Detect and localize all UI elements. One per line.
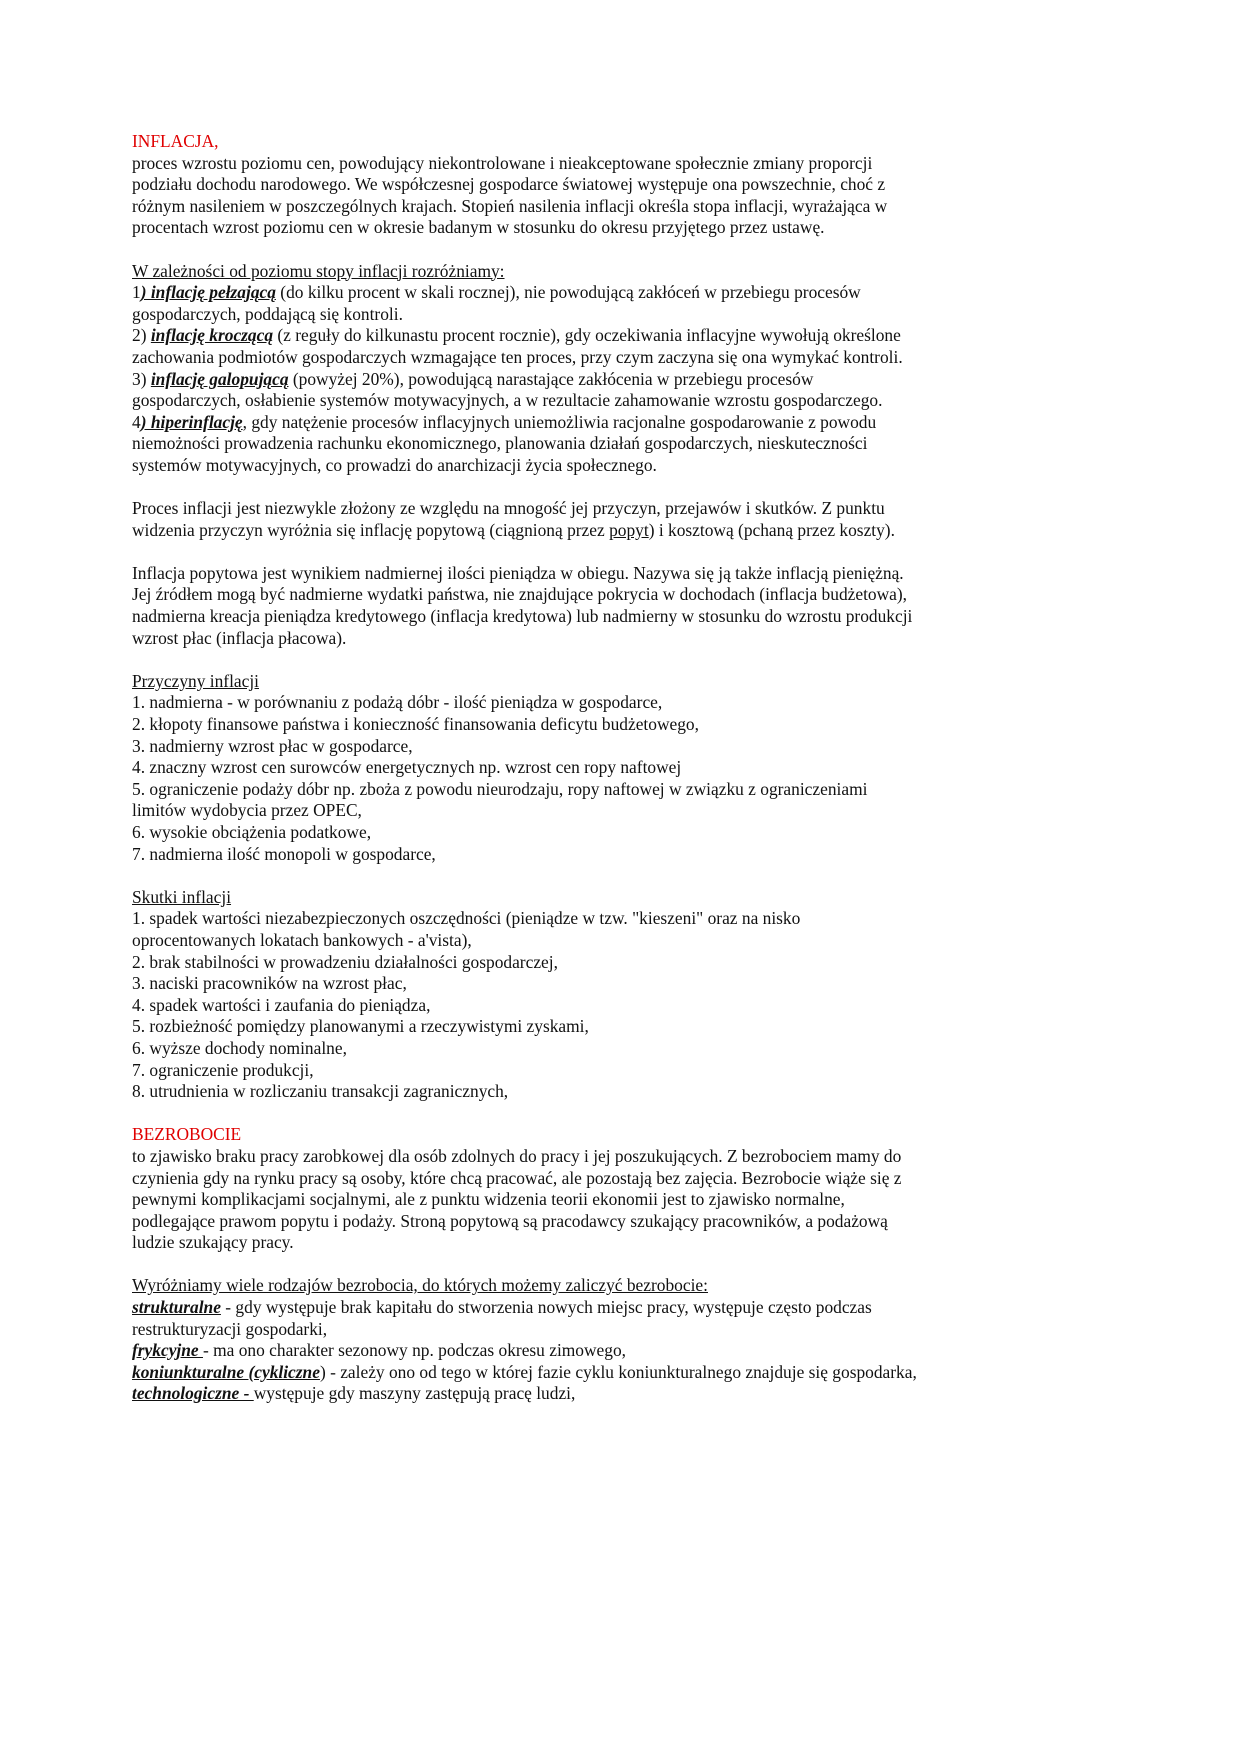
underlined-text: Przyczyny inflacji [132, 670, 259, 691]
text-line [132, 995, 917, 1017]
text: różnym nasileniem w poszczególnych krajach. Stopień nasilenia inflacji określa stopa inflacji, wyrażająca w [132, 195, 888, 216]
text-line [132, 887, 917, 909]
text-line [132, 1319, 917, 1341]
text-line [132, 498, 917, 520]
text: - ma ono charakter sezonowy np. podczas okresu zimowego, [202, 1340, 627, 1361]
text-line [132, 930, 917, 952]
text-line [132, 347, 917, 369]
text: 1 [132, 282, 141, 303]
text-line [132, 1016, 917, 1038]
text: Proces inflacji jest niezwykle złożony ze względu na mnogość jej przyczyn, przejawów i skutków. Z punktu [132, 498, 885, 519]
text: oprocentowanych lokatach bankowych - a'vista), [132, 929, 472, 950]
text: systemów motywacyjnych, co prowadzi do anarchizacji życia społecznego. [132, 454, 657, 475]
text-line [132, 908, 917, 930]
text: 4 [132, 411, 141, 432]
text: 1. nadmierna - w porównaniu z podażą dóbr - ilość pieniądza w gospodarce, [132, 692, 663, 713]
text-line [132, 1211, 917, 1233]
text: podlegające prawom popytu i podaży. Stroną popytową są pracodawcy szukający pracowników, a podażową [132, 1210, 888, 1231]
blank-line [132, 477, 917, 499]
text-line [132, 282, 917, 304]
term: frykcyjne [132, 1340, 203, 1361]
text-line [132, 714, 917, 736]
text-line [132, 412, 917, 434]
text: 8. utrudnienia w rozliczaniu transakcji zagranicznych, [132, 1081, 509, 1102]
text-line [132, 1275, 917, 1297]
text-line [132, 692, 917, 714]
text-line [132, 1081, 917, 1103]
heading-text: INFLACJA, [132, 131, 219, 151]
text-line [132, 1383, 917, 1405]
text-line [132, 584, 917, 606]
text: nadmierna kreacja pieniądza kredytowego (inflacja kredytowa) lub nadmierny w stosunku do wzrostu produkcji [132, 606, 913, 627]
heading-text: BEZROBOCIE [132, 1124, 242, 1145]
text-line [132, 1362, 917, 1384]
text-line [132, 390, 917, 412]
text: widzenia przyczyn wyróżnia się inflację popytową (ciągnioną przez [132, 519, 610, 540]
text-line [132, 217, 917, 239]
text-line [132, 1146, 917, 1168]
text-line [132, 779, 917, 801]
blank-line [132, 541, 917, 563]
text-line [132, 325, 917, 347]
text: , gdy natężenie procesów inflacyjnych uniemożliwia racjonalne gospodarowanie z powodu [242, 411, 877, 432]
text: 5. ograniczenie podaży dóbr np. zboża z powodu nieurodzaju, ropy naftowej w związku z ograniczeniami [132, 778, 868, 799]
term: koniunkturalne (cykliczne [132, 1361, 320, 1382]
text: to zjawisko braku pracy zarobkowej dla osób zdolnych do pracy i jej poszukujących. Z bezrobociem mamy do [132, 1145, 902, 1166]
text: ludzie szukający pracy. [132, 1232, 294, 1253]
section-heading [132, 131, 917, 153]
text: zachowania podmiotów gospodarczych wzmagające ten proces, przy czym zaczyna się ona wymykać kontroli. [132, 346, 903, 367]
text: 3. naciski pracowników na wzrost płac, [132, 973, 407, 994]
text-line [132, 153, 917, 175]
text-line [132, 822, 917, 844]
blank-line [132, 649, 917, 671]
text-line [132, 973, 917, 995]
text-line [132, 952, 917, 974]
text: (z reguły do kilkunastu procent rocznie), gdy oczekiwania inflacyjne wywołują określone [273, 325, 901, 346]
text: 4. spadek wartości i zaufania do pieniądza, [132, 994, 431, 1015]
text-line [132, 1038, 917, 1060]
text-line [132, 174, 917, 196]
text: 3. nadmierny wzrost płac w gospodarce, [132, 735, 413, 756]
blank-line [132, 239, 917, 261]
blank-line [132, 1103, 917, 1125]
text: występuje gdy maszyny zastępują pracę ludzi, [253, 1383, 576, 1404]
text-line [132, 1232, 917, 1254]
text: 7. nadmierna ilość monopoli w gospodarce, [132, 843, 436, 864]
term: ) hiperinflację [140, 411, 243, 432]
text: ) - zależy ono od tego w której fazie cyklu koniunkturalnego znajduje się gospodarka, [319, 1361, 917, 1382]
text: 2. kłopoty finansowe państwa i konieczność finansowania deficytu budżetowego, [132, 714, 699, 735]
text-line [132, 520, 917, 542]
text-line [132, 1060, 917, 1082]
text: Jej źródłem mogą być nadmierne wydatki państwa, nie znajdujące pokrycia w dochodach (inflacja budżetowa), [132, 584, 908, 605]
term: inflację galopującą [150, 368, 289, 389]
text: 4. znaczny wzrost cen surowców energetycznych np. wzrost cen ropy naftowej [132, 757, 682, 778]
text: 2) [132, 325, 151, 346]
text-line [132, 433, 917, 455]
text: pewnymi komplikacjami socjalnymi, ale z punktu widzenia teorii ekonomii jest to zjawisko normalne, [132, 1189, 845, 1210]
term: inflację kroczącą [150, 325, 274, 346]
text: Inflacja popytowa jest wynikiem nadmiernej ilości pieniądza w obiegu. Nazywa się ją także inflacją pieniężną. [132, 562, 904, 583]
text: gospodarczych, osłabienie systemów motywacyjnych, a w rezultacie zahamowanie wzrostu gospodarczego. [132, 390, 883, 411]
text-line [132, 196, 917, 218]
section-heading [132, 1124, 917, 1146]
text: restrukturyzacji gospodarki, [132, 1318, 328, 1339]
text: 5. rozbieżność pomiędzy planowanymi a rzeczywistymi zyskami, [132, 1016, 589, 1037]
text: wzrost płac (inflacja płacowa). [132, 627, 347, 648]
text: gospodarczych, poddającą się kontroli. [132, 303, 403, 324]
term: ) inflację pełzającą [140, 282, 276, 303]
text: ) i kosztową (pchaną przez koszty). [648, 519, 895, 540]
text: (do kilku procent w skali rocznej), nie powodującą zakłóceń w przebiegu procesów [275, 282, 861, 303]
text-line [132, 844, 917, 866]
text-line [132, 1340, 917, 1362]
text: niemożności prowadzenia rachunku ekonomicznego, planowania działań gospodarczych, nieskuteczności [132, 433, 868, 454]
text: - gdy występuje brak kapitału do stworzenia nowych miejsc pracy, występuje często podczas [220, 1297, 872, 1318]
text: 1. spadek wartości niezabezpieczonych oszczędności (pieniądze w tzw. "kieszeni" oraz na nisko [132, 908, 801, 929]
text-line [132, 1297, 917, 1319]
text-line [132, 261, 917, 283]
text-line [132, 304, 917, 326]
text-line [132, 671, 917, 693]
text-line [132, 736, 917, 758]
underlined-text: W zależności od poziomu stopy inflacji rozróżniamy: [132, 260, 505, 281]
text: procentach wzrost poziomu cen w okresie badanym w stosunku do okresu przyjętego przez ustawę. [132, 217, 825, 238]
text-line [132, 757, 917, 779]
text: 6. wyższe dochody nominalne, [132, 1037, 347, 1058]
text-line [132, 369, 917, 391]
text: 6. wysokie obciążenia podatkowe, [132, 822, 372, 842]
underlined-text: Skutki inflacji [132, 886, 232, 907]
blank-line [132, 865, 917, 887]
text-line [132, 606, 917, 628]
text: proces wzrostu poziomu cen, powodujący niekontrolowane i nieakceptowane społecznie zmiany proporcji [132, 152, 873, 173]
text: 7. ograniczenie produkcji, [132, 1059, 314, 1080]
text-line [132, 455, 917, 477]
text: (powyżej 20%), powodującą narastające zakłócenia w przebiegu procesów [288, 368, 814, 389]
text-line [132, 800, 917, 822]
term: technologiczne - [132, 1383, 254, 1404]
text-line [132, 1189, 917, 1211]
text-line [132, 563, 917, 585]
text: limitów wydobycia przez OPEC, [132, 800, 362, 821]
term: strukturalne [132, 1297, 221, 1318]
text: 2. brak stabilności w prowadzeniu działalności gospodarczej, [132, 951, 558, 972]
underlined-text: Wyróżniamy wiele rodzajów bezrobocia, do których możemy zaliczyć bezrobocie: [132, 1275, 708, 1296]
text: podziału dochodu narodowego. We współczesnej gospodarce światowej występuje ona powszechnie, choć z [132, 174, 886, 195]
text: czynienia gdy na rynku pracy są osoby, które chcą pracować, ale pozostają bez zajęcia. Bezrobocie wiąże się z [132, 1167, 902, 1188]
document-page [132, 131, 917, 1405]
text: 3) [132, 368, 151, 389]
text-line [132, 1168, 917, 1190]
underlined-text: popyt [609, 519, 649, 540]
blank-line [132, 1254, 917, 1276]
text-line [132, 628, 917, 650]
